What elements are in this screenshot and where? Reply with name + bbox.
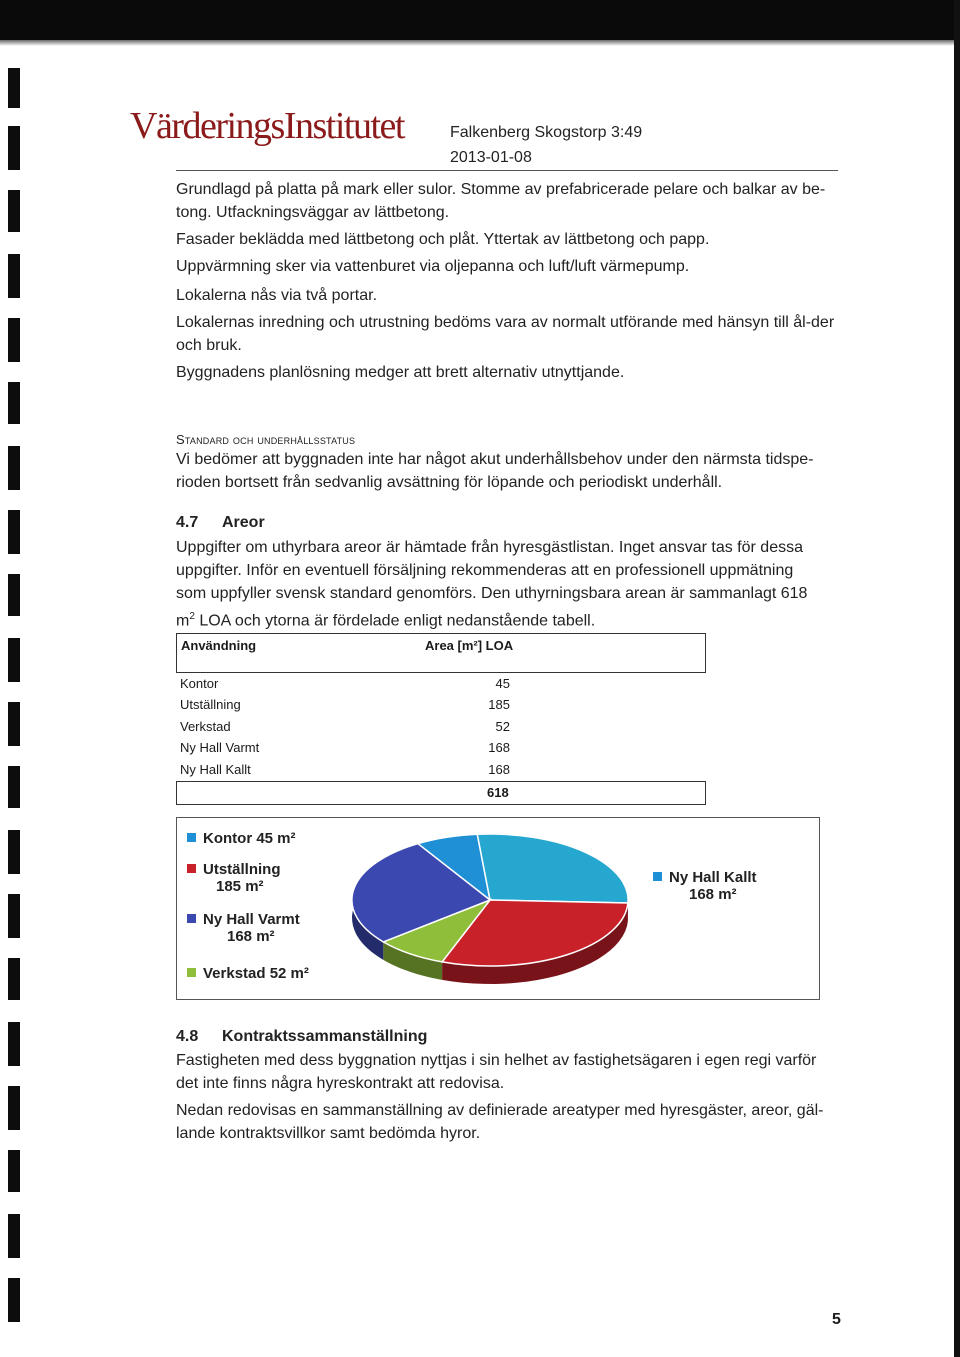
- row-label: Kontor: [180, 676, 219, 691]
- row-label: Ny Hall Kallt: [180, 762, 251, 777]
- area-pie-chart: [176, 817, 820, 1000]
- intro-paragraph: Fasader beklädda med lättbetong och plåt. Yttertak av lättbetong och papp.: [176, 231, 710, 248]
- legend-label-value: 185 m²: [216, 878, 264, 895]
- areor-text: [176, 536, 826, 632]
- kontrakt-paragraph: Fastigheten med dess byggnation nyttjas i sin helhet av fastighetsägaren i egen regi varför det inte finns några hyreskontrakt att redovisa.: [176, 1052, 817, 1092]
- table-total: 618: [487, 785, 509, 800]
- legend-item-utstallning: [187, 861, 281, 895]
- legend-swatch: [187, 968, 196, 977]
- areor-text-main: Uppgifter om uthyrbara areor är hämtade från hyresgästlistan. Inget ansvar tas för dessa uppgifter. Inför en eventuell försäljning rekommenderas att en professionell uppmätning som uppfyller svensk standard genomförs. Den uthyrningsbara arean är sammanlagt 618 m: [176, 539, 808, 630]
- company-logo: VärderingsInstitutet: [130, 105, 404, 147]
- intro-paragraph: Lokalernas inredning och utrustning bedöms vara av normalt utförande med hänsyn till ål-der och bruk.: [176, 314, 835, 354]
- legend-label: Utställning: [203, 861, 281, 878]
- section-title: Kontraktssammanställning: [222, 1028, 428, 1045]
- scan-top-shadow: [0, 40, 960, 46]
- row-value: 168: [488, 740, 510, 755]
- legend-item-ny-hall-kallt: [653, 869, 757, 903]
- legend-swatch: [187, 864, 196, 873]
- legend-item-ny-hall-varmt: [187, 911, 300, 945]
- row-label: Verkstad: [180, 719, 231, 734]
- legend-label: Kontor 45 m²: [203, 830, 296, 847]
- legend-label-value: 168 m²: [227, 928, 275, 945]
- section-number: 4.7: [176, 514, 199, 531]
- header-address: Falkenberg Skogstorp 3:49: [450, 124, 643, 141]
- standard-text: Vi bedömer att byggnaden inte har något akut underhållsbehov under den närmsta tidspe-rioden bortsett från sedvanlig avsättning för löpande och periodiskt underhåll.: [176, 451, 814, 491]
- table-row: [180, 740, 520, 760]
- row-value: 185: [488, 697, 510, 712]
- legend-label: Verkstad 52 m²: [203, 965, 309, 982]
- legend-item-kontor: [187, 830, 296, 847]
- scan-right-border: [954, 0, 960, 1357]
- row-label: Utställning: [180, 697, 241, 712]
- area-table-header: [176, 633, 706, 673]
- row-value: 168: [488, 762, 510, 777]
- intro-paragraph: Uppvärmning sker via vattenburet via oljepanna och luft/luft värmepump.: [176, 258, 690, 275]
- intro-paragraph: Grundlagd på platta på mark eller sulor. Stomme av prefabricerade pelare och balkar av be-tong. Utfackningsväggar av lättbetong.: [176, 181, 826, 221]
- table-row: [180, 676, 520, 696]
- col-header-area: Area [m²] LOA: [425, 638, 514, 653]
- table-row: [180, 762, 520, 782]
- section-heading-kontrakt: [176, 1028, 427, 1046]
- legend-swatch: [187, 914, 196, 923]
- section-title: Areor: [222, 514, 265, 531]
- table-row: [180, 719, 520, 739]
- kontrakt-paragraph: Nedan redovisas en sammanställning av definierade areatyper med hyresgäster, areor, gäl-lande kontraktsvillkor samt bedömda hyror.: [176, 1102, 824, 1142]
- section-heading-areor: [176, 514, 265, 532]
- standard-title: Standard och underhållsstatus: [176, 432, 356, 447]
- areor-text-end: LOA och ytorna är fördelade enligt nedanstående tabell.: [194, 612, 596, 630]
- row-value: 45: [495, 676, 510, 691]
- header-rule: [176, 170, 838, 171]
- pie-slice-ny-hall-kallt: [477, 834, 628, 903]
- legend-item-verkstad: [187, 965, 309, 982]
- col-header-usage: Användning: [181, 638, 257, 653]
- table-row: [180, 697, 520, 717]
- intro-paragraph: Byggnadens planlösning medger att brett alternativ utnyttjande.: [176, 364, 625, 381]
- legend-label-value: 168 m²: [689, 886, 737, 903]
- legend-label: Ny Hall Varmt: [203, 911, 300, 928]
- row-value: 52: [495, 719, 510, 734]
- legend-swatch: [187, 833, 196, 842]
- areor-superscript: 2: [189, 611, 195, 622]
- section-number: 4.8: [176, 1028, 199, 1045]
- scan-top-border: [0, 0, 960, 40]
- pie-chart-graphic: [335, 818, 655, 998]
- row-label: Ny Hall Varmt: [180, 740, 260, 755]
- header-date: 2013-01-08: [450, 149, 532, 166]
- table-total-row: [176, 781, 706, 805]
- page-number: 5: [832, 1311, 841, 1328]
- intro-paragraph: Lokalerna nås via två portar.: [176, 287, 378, 304]
- legend-label: Ny Hall Kallt: [669, 869, 757, 886]
- binding-holes: [0, 40, 26, 1357]
